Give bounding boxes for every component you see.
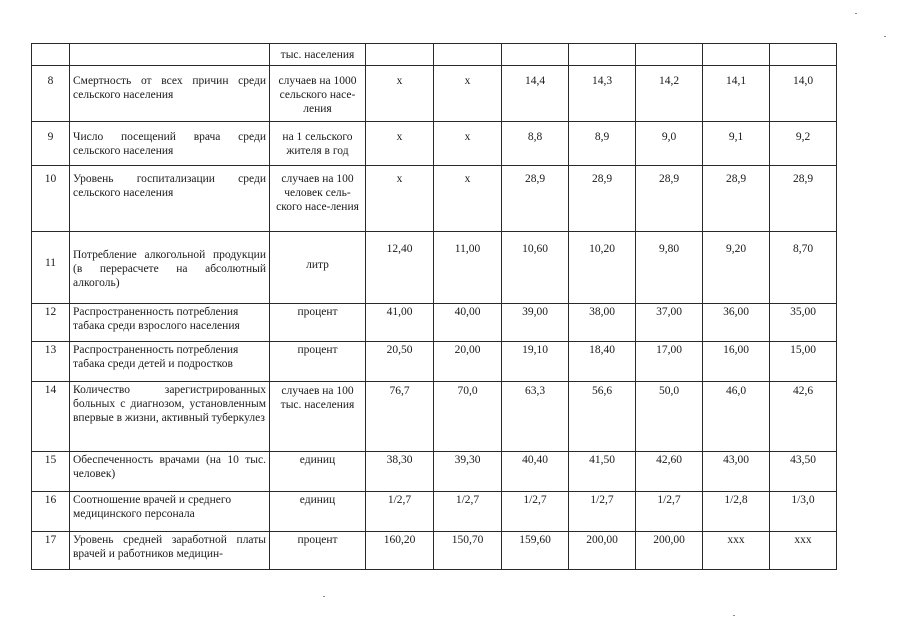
row-number: 9 (32, 122, 70, 166)
indicator-name: Соотношение врачей и среднего медицинского персонала (70, 492, 270, 532)
unit-cell: случаев на 100 человек сель-ского насе-ления (270, 166, 366, 232)
value-cell: 42,60 (636, 452, 703, 492)
table-row (32, 304, 837, 342)
cell-value (366, 44, 434, 66)
value-cell: 50,0 (636, 382, 703, 452)
value-cell: x (366, 66, 434, 122)
scan-speck (855, 13, 857, 14)
value-cell: 1/2,7 (366, 492, 434, 532)
value-cell: 8,8 (502, 122, 569, 166)
value-cell: 159,60 (502, 532, 569, 570)
value-cell: 9,20 (703, 232, 770, 304)
value-cell: 1/2,7 (434, 492, 502, 532)
value-cell: 9,2 (770, 122, 837, 166)
value-cell: 43,00 (703, 452, 770, 492)
value-cell: 41,00 (366, 304, 434, 342)
value-cell: 28,9 (770, 166, 837, 232)
value-cell: 37,00 (636, 304, 703, 342)
value-cell: 1/2,7 (636, 492, 703, 532)
table-row (32, 44, 837, 66)
value-cell: 12,40 (366, 232, 434, 304)
unit-cell: случаев на 100 тыс. населения (270, 382, 366, 452)
indicator-name: Распространенность потребления табака среди детей и подростков (70, 342, 270, 382)
value-cell: 14,0 (770, 66, 837, 122)
value-cell: 150,70 (434, 532, 502, 570)
value-cell: 10,20 (569, 232, 636, 304)
cell-num (32, 44, 70, 66)
value-cell: 14,2 (636, 66, 703, 122)
value-cell: 14,4 (502, 66, 569, 122)
value-cell: 70,0 (434, 382, 502, 452)
unit-cell: процент (270, 532, 366, 570)
unit-cell: случаев на 1000 сельского насе-ления (270, 66, 366, 122)
value-cell: 42,6 (770, 382, 837, 452)
table-row (32, 232, 837, 304)
indicator-name: Смертность от всех причин среди сельского населения (70, 66, 270, 122)
value-cell: 160,20 (366, 532, 434, 570)
value-cell: 8,9 (569, 122, 636, 166)
indicator-name: Потребление алкогольной продукции (в перерасчете на абсолютный алкоголь) (70, 232, 270, 304)
cell-unit: тыс. населения (270, 44, 366, 66)
table-row (32, 382, 837, 452)
value-cell: 28,9 (502, 166, 569, 232)
unit-cell: единиц (270, 452, 366, 492)
row-number: 12 (32, 304, 70, 342)
table-row (32, 452, 837, 492)
value-cell: 14,1 (703, 66, 770, 122)
value-cell: x (366, 122, 434, 166)
value-cell: 28,9 (703, 166, 770, 232)
cell-value (770, 44, 837, 66)
indicator-name: Количество зарегистрированных больных с диагнозом, установленным впервые в жизни, активный туберкулез (70, 382, 270, 452)
unit-cell: единиц (270, 492, 366, 532)
value-cell: 14,3 (569, 66, 636, 122)
value-cell: 20,50 (366, 342, 434, 382)
value-cell: 10,60 (502, 232, 569, 304)
value-cell: 1/2,7 (502, 492, 569, 532)
row-number: 8 (32, 66, 70, 122)
value-cell: 38,30 (366, 452, 434, 492)
value-cell: 38,00 (569, 304, 636, 342)
cell-name (70, 44, 270, 66)
value-cell: 36,00 (703, 304, 770, 342)
indicator-name: Обеспеченность врачами (на 10 тыс. человек) (70, 452, 270, 492)
indicator-name: Число посещений врача среди сельского населения (70, 122, 270, 166)
value-cell: 43,50 (770, 452, 837, 492)
unit-cell: процент (270, 342, 366, 382)
scan-speck (323, 596, 325, 597)
cell-value (636, 44, 703, 66)
value-cell: 200,00 (569, 532, 636, 570)
value-cell: 1/2,8 (703, 492, 770, 532)
row-number: 16 (32, 492, 70, 532)
indicator-name: Уровень средней заработной платы врачей и работников медицин- (70, 532, 270, 570)
row-number: 14 (32, 382, 70, 452)
unit-cell: на 1 сельского жителя в год (270, 122, 366, 166)
value-cell: 41,50 (569, 452, 636, 492)
table-row (32, 342, 837, 382)
value-cell: 9,1 (703, 122, 770, 166)
value-cell: 8,70 (770, 232, 837, 304)
value-cell: 76,7 (366, 382, 434, 452)
value-cell: ххх (703, 532, 770, 570)
scan-speck (884, 36, 886, 37)
value-cell: x (434, 166, 502, 232)
value-cell: ххх (770, 532, 837, 570)
value-cell: 35,00 (770, 304, 837, 342)
table-row (32, 66, 837, 122)
value-cell: 39,30 (434, 452, 502, 492)
indicator-name: Распространенность потребления табака среди взрослого населения (70, 304, 270, 342)
value-cell: 1/2,7 (569, 492, 636, 532)
value-cell: 17,00 (636, 342, 703, 382)
value-cell: 18,40 (569, 342, 636, 382)
value-cell: 40,40 (502, 452, 569, 492)
cell-value (502, 44, 569, 66)
table-row (32, 532, 837, 570)
value-cell: 39,00 (502, 304, 569, 342)
cell-value (703, 44, 770, 66)
value-cell: 19,10 (502, 342, 569, 382)
value-cell: 200,00 (636, 532, 703, 570)
table-row (32, 492, 837, 532)
value-cell: 16,00 (703, 342, 770, 382)
value-cell: 15,00 (770, 342, 837, 382)
unit-cell: литр (270, 232, 366, 304)
row-number: 17 (32, 532, 70, 570)
table-row (32, 122, 837, 166)
value-cell: 46,0 (703, 382, 770, 452)
value-cell: 28,9 (569, 166, 636, 232)
row-number: 13 (32, 342, 70, 382)
value-cell: 1/3,0 (770, 492, 837, 532)
table-row (32, 166, 837, 232)
value-cell: x (434, 122, 502, 166)
cell-value (434, 44, 502, 66)
scan-speck (733, 615, 735, 616)
cell-value (569, 44, 636, 66)
value-cell: 20,00 (434, 342, 502, 382)
unit-cell: процент (270, 304, 366, 342)
indicator-name: Уровень госпитализации среди сельского населения (70, 166, 270, 232)
value-cell: x (366, 166, 434, 232)
value-cell: 40,00 (434, 304, 502, 342)
value-cell: 63,3 (502, 382, 569, 452)
value-cell: 11,00 (434, 232, 502, 304)
value-cell: 28,9 (636, 166, 703, 232)
value-cell: 9,80 (636, 232, 703, 304)
row-number: 15 (32, 452, 70, 492)
row-number: 11 (32, 232, 70, 304)
value-cell: 56,6 (569, 382, 636, 452)
value-cell: 9,0 (636, 122, 703, 166)
value-cell: x (434, 66, 502, 122)
row-number: 10 (32, 166, 70, 232)
indicator-table (31, 43, 837, 570)
